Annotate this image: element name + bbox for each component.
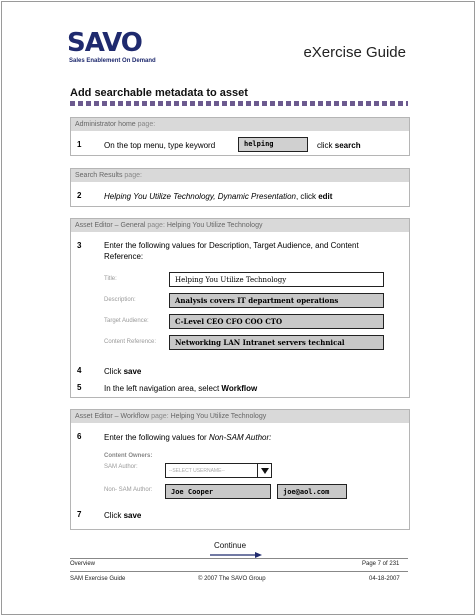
exercise-heading: Add searchable metadata to asset — [70, 87, 248, 99]
section-header-suffix: page: — [149, 413, 171, 420]
content-reference-label: Content Reference: — [104, 339, 157, 345]
step-text — [104, 140, 215, 151]
sam-author-select: --SELECT USERNAME-- — [165, 463, 271, 478]
step-text-plain: On the top menu, type keyword — [104, 141, 216, 150]
step-text-bold: save — [123, 367, 142, 376]
step-text-bold: edit — [318, 192, 333, 201]
step-number: 6 — [77, 432, 82, 441]
non-sam-author-email-field: joe@aol.com — [277, 484, 347, 499]
section-header-suffix: page: — [122, 172, 142, 179]
step-number: 1 — [77, 140, 82, 149]
section-header-asset-name: Helping You Utilize Technology — [166, 222, 263, 229]
logo-text: SAVO — [67, 28, 142, 58]
step-text: Enter the following values for Description, Target Audience, and Content Reference: — [104, 241, 359, 261]
title-label: Title: — [104, 276, 117, 282]
step-text-bold: Workflow — [221, 384, 258, 393]
section-asset-editor-general — [70, 218, 410, 398]
footer-date: 04-18-2007 — [369, 576, 400, 582]
section-header — [71, 410, 409, 423]
continue-link[interactable]: Continue — [214, 541, 247, 550]
section-header-title: Asset Editor – Workflow — [75, 413, 150, 420]
step-text-plain: In the left navigation area, select — [104, 384, 222, 393]
section-header-asset-name: Helping You Utilize Technology — [170, 413, 267, 420]
step-text — [104, 432, 271, 443]
step-text-action — [317, 140, 361, 151]
section-admin-home — [70, 117, 410, 156]
dotted-divider — [70, 101, 408, 106]
step-number: 5 — [77, 383, 82, 392]
section-header — [71, 169, 409, 182]
description-field: Analysis covers IT department operations — [169, 293, 384, 308]
step-text-plain: Enter the following values for — [104, 433, 209, 442]
section-header-title: Asset Editor – General — [75, 222, 146, 229]
document-title: eXercise Guide — [303, 44, 406, 61]
savo-logo — [67, 30, 177, 68]
step-text — [104, 191, 332, 202]
footer-divider — [70, 571, 408, 572]
section-header — [71, 219, 409, 232]
section-header-title: Search Results — [75, 172, 123, 179]
step-text-plain: , click — [295, 192, 319, 201]
section-header-suffix: page: — [145, 222, 167, 229]
footer-divider — [70, 558, 408, 559]
step-text-plain: Click — [104, 367, 124, 376]
non-sam-author-name-field: Joe Cooper — [165, 484, 271, 499]
step-text-bold: save — [123, 511, 142, 520]
step-text — [104, 366, 141, 377]
footer-section-name: Overview — [70, 561, 96, 567]
section-search-results — [70, 168, 410, 207]
target-audience-label: Target Audience: — [104, 318, 149, 324]
section-header-suffix: page: — [135, 121, 156, 128]
non-sam-author-label: Non- SAM Author: — [104, 487, 153, 493]
section-asset-editor-workflow — [70, 409, 410, 530]
chevron-down-icon — [257, 463, 272, 478]
step-number: 4 — [77, 366, 82, 375]
step-number: 7 — [77, 510, 82, 519]
step-number: 2 — [77, 191, 82, 200]
section-header — [71, 118, 409, 131]
content-reference-field: Networking LAN Intranet servers technical — [169, 335, 384, 350]
sam-author-label: SAM Author: — [104, 464, 138, 470]
step-text-italic: Non-SAM Author: — [208, 433, 272, 442]
footer-page-info: Page 7 of 231 — [362, 561, 400, 567]
step-text — [104, 510, 141, 521]
keyword-value: helping — [238, 137, 308, 152]
description-label: Description: — [104, 297, 136, 303]
step-number: 3 — [77, 241, 82, 250]
step-text-bold: search — [334, 141, 361, 150]
step-text-plain: Click — [104, 511, 124, 520]
logo-tagline: Sales Enablement On Demand — [69, 58, 156, 64]
step-text-plain: click — [317, 141, 335, 150]
step-text — [104, 383, 257, 394]
content-owners-title: Content Owners: — [104, 453, 153, 459]
section-header-title: Administrator home — [75, 121, 136, 128]
target-audience-field: C-Level CEO CFO COO CTO — [169, 314, 384, 329]
step-text-italic: Helping You Utilize Technology, Dynamic Presentation — [104, 192, 296, 201]
footer-guide-name: SAM Exercise Guide — [70, 576, 126, 582]
title-field: Helping You Utilize Technology — [169, 272, 384, 287]
footer-copyright: © 2007 The SAVO Group — [198, 576, 266, 582]
